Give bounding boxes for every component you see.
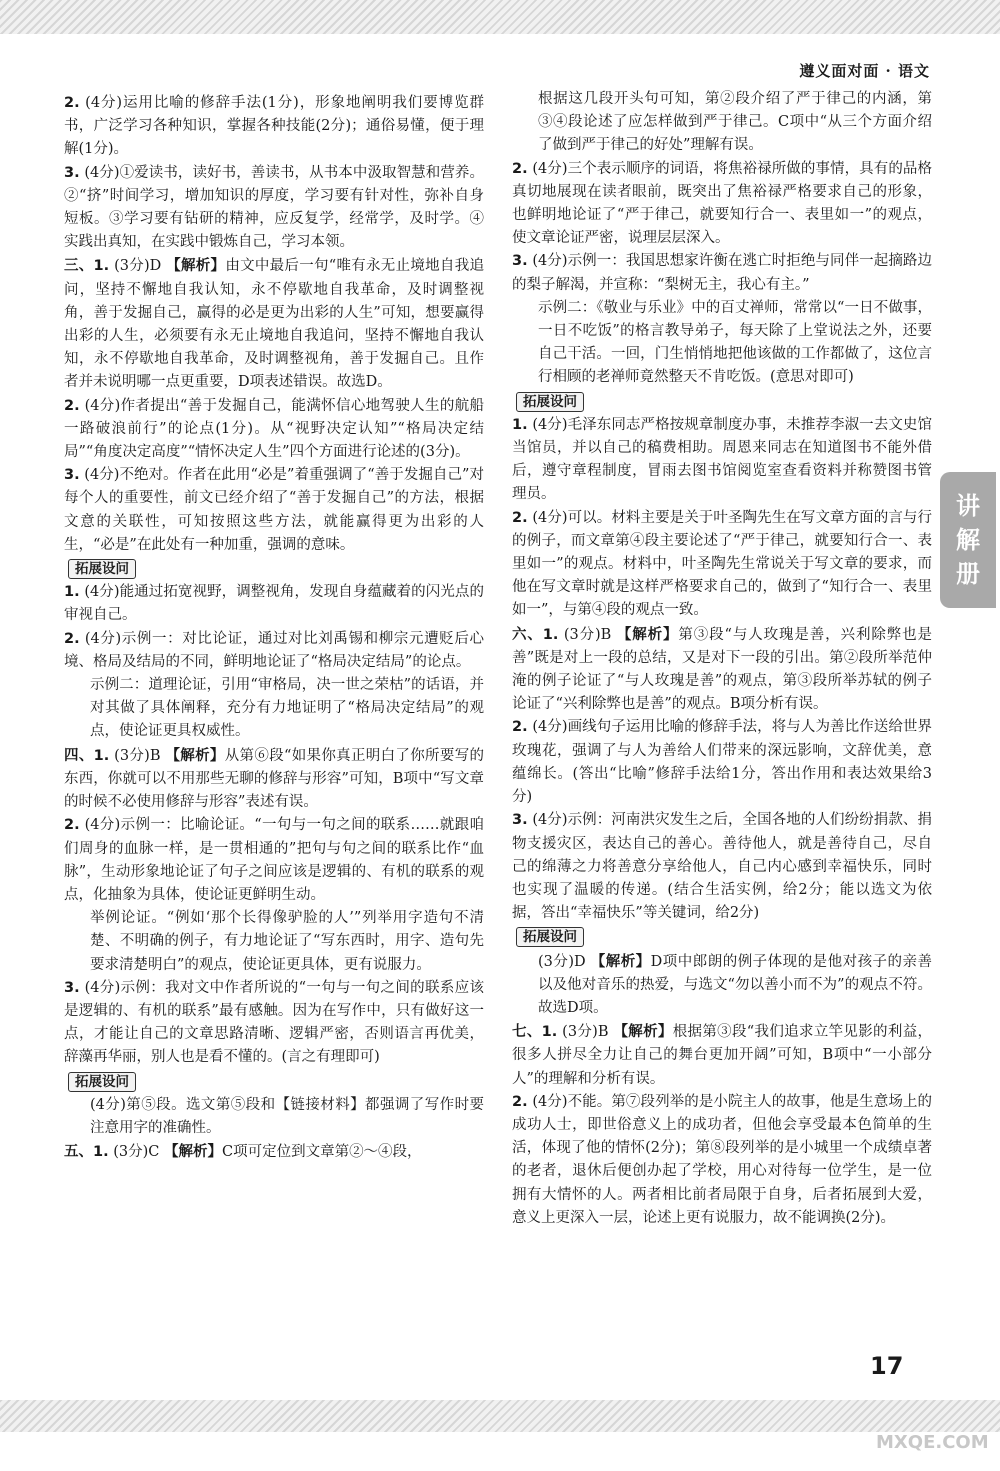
score-answer: (3分)B <box>562 1024 614 1041</box>
question-number: 四、1. <box>64 747 110 764</box>
question-number: 2. <box>64 95 80 111</box>
answer-item <box>64 744 484 815</box>
section-tag: 拓展设问 <box>516 927 584 947</box>
answer-item <box>64 814 484 907</box>
answer-text: 根据这几段开头句可知，第②段介绍了严于律己的内涵，第③④段论述了应怎样做到严于律己。C项中“从三个方面介绍了做到严于律己的好处”理解有误。 <box>538 91 932 154</box>
answer-text: (4分)毛泽东同志严格按规章制度办事，未推荐李淑一去文史馆当馆员，并以自己的稿费相助。周恩来同志在知道图书不能外借后，遵守章程制度，冒雨去图书馆阅览室查看资料并称赞图书管理员。 <box>512 416 933 503</box>
question-number: 2. <box>64 630 80 647</box>
bottom-hatch-band <box>0 1400 1000 1432</box>
answer-item <box>64 581 484 627</box>
answer-text: (4分)第⑤段。选文第⑤段和【链接材料】都强调了写作时要注意用字的准确性。 <box>90 1096 484 1136</box>
answer-text: 第③段“与人玫瑰是善，兴利除弊也是善”既是对上一段的总结，又是对下一段的引出。第②段所举范仲淹的例子论证了“与人玫瑰是善”的观点，第③段所举苏轼的例子论证了“兴利除弊也是善”的观点。B项分析有误。 <box>512 626 932 713</box>
answer-continuation <box>64 674 484 744</box>
analysis-tag: 【解析】 <box>165 746 225 764</box>
answer-continuation <box>512 88 932 158</box>
analysis-tag: 【解析】 <box>613 1023 673 1041</box>
question-number: 3. <box>64 164 80 181</box>
answer-item <box>64 1140 484 1164</box>
question-number: 六、1. <box>512 626 559 643</box>
answer-item <box>64 395 484 465</box>
answer-item <box>64 628 484 674</box>
answer-text: (4分)运用比喻的修辞手法(1分)，形象地阐明我们要博览群书，广泛学习各种知识，掌握各种技能(2分)；通俗易懂，便于理解(1分)。 <box>64 95 485 158</box>
answer-text: D项中郎朗的例子体现的是他对孩子的亲善以及他对音乐的热爱，与选文“勿以善小而不为”的观点不符。故选D项。 <box>538 953 933 1016</box>
answer-text: (4分)作者提出“善于发掘自己，能满怀信心地驾驶人生的航船一路破浪前行”的论点(1分)。从“视野决定认知”“格局决定结局”“角度决定高度”“情怀决定人生”四个方面进行论述的(3分)。 <box>64 397 485 461</box>
answer-text: (4分)①爱读书，读好书，善读书，从书本中汲取智慧和营养。②“挤”时间学习，增加知识的厚度，学习要有针对性，弥补自身短板。③学习要有钻研的精神，应反复学，经常学，及时学。④实践出真知，在实践中锻炼自己，学习本领。 <box>64 164 485 251</box>
answer-text: 从第⑥段“如果你真正明白了你所要写的东西，你就可以不用那些无聊的修辞与形容”可知，B项中“写文章的时候不必使用修辞与形容”表述有误。 <box>64 747 485 811</box>
answer-text: (4分)示例：我对文中作者所说的“一句与一句之间的联系应该是逻辑的、有机的联系”最有感触。因为在写作中，只有做好这一点，才能让自己的文章思路清晰、逻辑严密，否则语言再优美，辞藻再华丽，别人也是看不懂的。(言之有理即可) <box>64 979 485 1066</box>
section-tag: 拓展设问 <box>516 392 584 412</box>
watermark: MXQE.COM <box>876 1432 989 1453</box>
right-column <box>512 88 932 1230</box>
top-hatch-band <box>0 0 1000 34</box>
answer-item <box>512 250 932 296</box>
side-tab-char: 解 <box>956 526 980 554</box>
question-number: 3. <box>512 253 528 270</box>
side-tab-char: 讲 <box>956 492 980 520</box>
score-answer: (3分)B <box>563 626 617 643</box>
answer-text: (4分)示例：河南洪灾发生之后，全国各地的人们纷纷捐款、捐物支援灾区，表达自己的善心。善待他人，就是善待自己，尽自己的绵薄之力将善意分享给他人，自己内心感到幸福快乐，同时也实现了温暖的传递。(结合生活实例，给2分；能以选文为依据，答出“幸福快乐”等关键词，给2分) <box>512 812 933 922</box>
answer-item <box>64 254 484 394</box>
answer-text: C项可定位到文章第②～④段， <box>221 1144 422 1161</box>
left-column <box>64 92 484 1164</box>
answer-text: (4分)不能。第⑦段列举的是小院主人的故事，他是生意场上的成功人士，即世俗意义上的成功者，但他会享受最本色简单的生活，体现了他的情怀(2分)；第⑧段列举的是小城里一个成绩卓著的老者，退休后便创办起了学校，用心对待每一位学生，是一位拥有大情怀的人。两者相比前者局限于自身，后者拓展到大爱，意义上更深入一层，论述上更有说服力，故不能调换(2分)。 <box>512 1093 933 1226</box>
answer-text: (4分)不绝对。作者在此用“必是”着重强调了“善于发掘自己”对每个人的重要性，前文已经介绍了“善于发掘自己”的方法，根据文意的关联性，可知按照这些方法，就能赢得更为出彩的人生，“必是”在此处有一种加重，强调的意味。 <box>64 467 484 553</box>
answer-item <box>512 623 932 717</box>
analysis-tag: 【解析】 <box>163 1143 222 1161</box>
section-tag: 拓展设问 <box>68 559 136 579</box>
answer-item <box>512 414 932 507</box>
question-number: 五、1. <box>64 1144 109 1161</box>
section-tag-wrap <box>64 1070 484 1094</box>
page-header: 遵义面对面 · 语文 <box>799 62 930 80</box>
answer-text: 由文中最后一句“唯有永无止境地自我追问，坚持不懈地自我认知，永不停歇地自我革命，及时调整视角，善于发掘自己，赢得的必是更为出彩的人生”可知，想要赢得出彩的人生，必须要有永无止境地自我追问，坚持不懈地自我认知，永不停歇地自我革命，及时调整视角，善于发掘自己。且作者并未说明哪一点更重要，D项表述错误。故选D。 <box>64 258 484 391</box>
analysis-tag: 【解析】 <box>616 625 679 643</box>
score-answer: (3分)C <box>113 1144 164 1161</box>
answer-item <box>512 507 932 623</box>
answer-continuation <box>64 1094 484 1140</box>
question-number: 3. <box>64 979 80 996</box>
question-number: 2. <box>64 397 80 414</box>
answer-text: (4分)画线句子运用比喻的修辞手法，将与人为善比作送给世界玫瑰花，强调了与人为善给人们带来的深远影响，文辞优美，意蕴绵长。(答出“比喻”修辞手法给1分，答出作用和表达效果给3分) <box>512 719 933 806</box>
answer-text: (4分)能通过拓宽视野，调整视角，发现自身蕴藏着的闪光点的审视自己。 <box>64 584 485 624</box>
question-number: 2. <box>64 817 80 834</box>
question-number: 2. <box>512 509 528 526</box>
section-tag-wrap <box>512 390 932 414</box>
answer-text: (4分)三个表示顺序的词语，将焦裕禄所做的事情，具有的品格真切地展现在读者眼前，既突出了焦裕禄严格要求自己的形象，也鲜明地论证了“严于律己，就要知行合一、表里如一”的观点，使文章论证严密，说理层层深入。 <box>512 160 933 247</box>
answer-text: 示例二：道理论证，引用“审格局，决一世之荣枯”的话语，并对其做了具体阐释，充分有力地证明了“格局决定结局”的观点，使论证更具权威性。 <box>90 677 484 740</box>
section-tag: 拓展设问 <box>68 1072 136 1092</box>
question-number: 三、1. <box>64 258 110 275</box>
question-number: 1. <box>64 584 80 601</box>
answer-item <box>512 1091 932 1230</box>
side-tab <box>940 472 996 608</box>
section-tag-wrap <box>64 557 484 581</box>
answer-continuation <box>512 297 932 390</box>
question-number: 2. <box>512 1093 528 1110</box>
score-answer: (3分)D <box>538 953 591 970</box>
answer-item <box>512 1020 932 1091</box>
answer-text: 示例二：《敬业与乐业》中的百丈禅师，常常以“一日不做事，一日不吃饭”的格言教导弟子，每天除了上堂说法之外，还要自己干活。一回，门生悄悄地把他该做的工作都做了，这位言行相顾的老禅师竟然整天不肯吃饭。(意思对即可) <box>538 299 932 386</box>
analysis-tag: 【解析】 <box>166 257 226 275</box>
answer-item <box>64 162 484 255</box>
question-number: 3. <box>512 812 528 829</box>
page-number: 17 <box>870 1352 904 1380</box>
question-number: 1. <box>512 416 528 433</box>
answer-continuation <box>64 907 484 977</box>
answer-item <box>512 809 932 925</box>
score-answer: (3分)B <box>114 747 166 764</box>
answer-continuation <box>512 950 932 1021</box>
side-tab-char: 册 <box>956 560 980 588</box>
question-number: 2. <box>512 719 528 736</box>
answer-item <box>64 464 484 557</box>
answer-item <box>64 977 484 1070</box>
answer-item <box>64 92 484 162</box>
section-tag-wrap <box>512 925 932 949</box>
answer-item <box>512 716 932 809</box>
answer-text: (4分)示例一：对比论证，通过对比刘禹锡和柳宗元遭贬后心境、格局及结局的不同，鲜明地论证了“格局决定结局”的论点。 <box>64 630 484 670</box>
question-number: 七、1. <box>512 1024 558 1041</box>
answer-text: (4分)示例一：我国思想家许衡在逃亡时拒绝与同伴一起摘路边的梨子解渴，并宣称：“梨树无主，我心有主。” <box>512 253 933 293</box>
question-number: 3. <box>64 467 80 484</box>
answer-text: 根据第③段“我们追求立竿见影的利益，很多人拼尽全力让自己的舞台更加开阔”可知，B项中“一小部分人”的理解和分析有误。 <box>512 1024 933 1087</box>
question-number: 2. <box>512 160 528 177</box>
answer-text: 举例论证。“例如‘那个长得像驴脸的人’”列举用字造句不清楚、不明确的例子，有力地论证了“写东西时，用字、造句先要求清楚明白”的观点，使论证更具体，更有说服力。 <box>90 910 484 973</box>
answer-text: (4分)可以。材料主要是关于叶圣陶先生在写文章方面的言与行的例子，而文章第④段主要论述了“严于律己，就要知行合一、表里如一”的观点。材料中，叶圣陶先生常说关于写文章的要求，而他在写文章时就是这样严格要求自己的，做到了“知行合一、表里如一”，与第④段的观点一致。 <box>512 509 933 619</box>
analysis-tag: 【解析】 <box>590 952 651 970</box>
answer-item <box>512 158 932 251</box>
score-answer: (3分)D <box>114 258 167 275</box>
answer-text: (4分)示例一：比喻论证。“一句与一句之间的联系……就跟咱们周身的血脉一样，是一贯相通的”把句与句之间的联系比作“血脉”，生动形象地论证了句子之间应该是逻辑的、有机的联系的观点，化抽象为具体，使论证更鲜明生动。 <box>64 817 485 903</box>
